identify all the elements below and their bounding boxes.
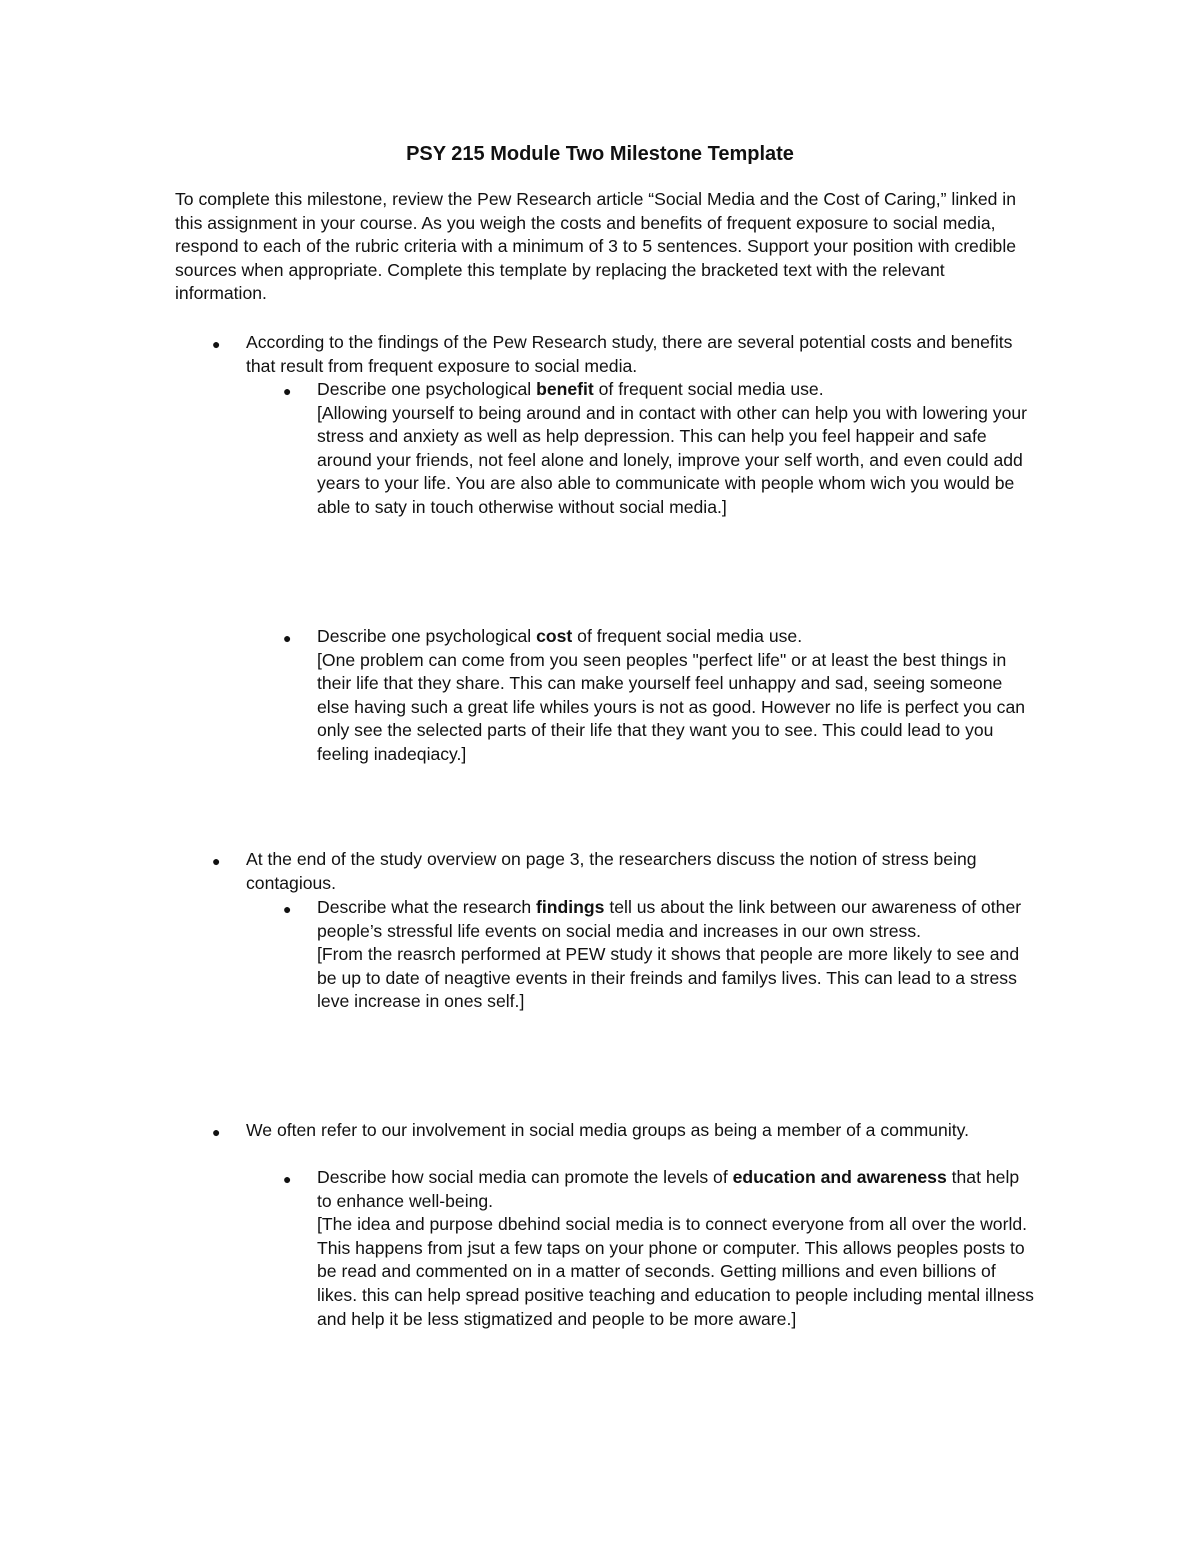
bullet-icon: ● [212,1124,221,1140]
page-title: PSY 215 Module Two Milestone Template [406,143,794,165]
bullet-icon: ● [212,336,221,352]
section3-education-prompt-post: that help to enhance well-being. [317,1167,1020,1211]
bullet-icon: ● [283,630,292,646]
section1-cost-prompt-bold: cost [536,626,573,646]
section3-education-prompt-bold: education and awareness [732,1167,947,1187]
section2-findings-item [317,896,1037,1014]
section1-cost-prompt-pre: Describe one psychological [317,626,537,646]
section1-cost-answer: [One problem can come from you seen peoples "perfect life" or at least the best things in their life that they share. This can make yourself feel unhappy and sad, seeing someone else having such a great life whiles yours is not as good. However no life is perfect you can only see the selected parts of their life that they want you to see. This could lead to you feeling inadeqiacy.] [317,649,1026,764]
bullet-icon: ● [283,1171,292,1187]
bullet-icon: ● [212,853,221,869]
intro-paragraph: To complete this milestone, review the Pew Research article “Social Media and the Cost of Caring,” linked in this assignment in your course. As you weigh the costs and benefits of frequent exposure to social media, respond to each of the rubric criteria with a minimum of 3 to 5 sentences. Support your position with credible sources when appropriate. Complete this template by replacing the bracketed text with the relevant information. [175,189,1017,304]
section2-findings-prompt-post: tell us about the link between our awareness of other people’s stressful life events on social media and increases in our own stress. [317,897,1022,941]
section1-benefit-prompt-bold: benefit [536,379,594,399]
section1-cost-item [317,625,1037,767]
bullet-icon: ● [283,383,292,399]
section1-cost-prompt-post: of frequent social media use. [572,626,803,646]
section3-prompt: We often refer to our involvement in social media groups as being a member of a community. [246,1120,969,1140]
section2-prompt: At the end of the study overview on page 3, the researchers discuss the notion of stress being contagious. [246,849,977,893]
section2-findings-prompt-bold: findings [536,897,605,917]
section1-prompt: According to the findings of the Pew Research study, there are several potential costs and benefits that result from frequent exposure to social media. [246,332,1013,376]
section3-education-prompt-pre: Describe how social media can promote the levels of [317,1167,733,1187]
section1-benefit-prompt-post: of frequent social media use. [593,379,824,399]
section1-benefit-answer: [Allowing yourself to being around and in contact with other can help you with lowering your stress and anxiety as well as help depression. This can help you feel happeir and safe around your friends, not feel alone and lonely, improve your self worth, and even could add years to your life. You are also able to communicate with people whom wich you would be able to saty in touch otherwise without social media.] [317,402,1028,517]
section3-education-item [317,1166,1037,1331]
section1-benefit-item [317,378,1037,520]
section1-benefit-prompt-pre: Describe one psychological [317,379,537,399]
bullet-icon: ● [283,901,292,917]
section3-education-answer: [The idea and purpose dbehind social media is to connect everyone from all over the world. This happens from jsut a few taps on your phone or computer. This allows peoples posts to be read and commented on in a matter of seconds. Getting millions and even billions of likes. this can help spread positive teaching and education to people including mental illness and help it be less stigmatized and people to be more aware.] [317,1214,1034,1329]
section2-findings-answer: [From the reasrch performed at PEW study it shows that people are more likely to see and be up to date of neagtive events in their freinds and familys lives. This can lead to a stress leve increase in ones self.] [317,944,1020,1012]
section2-findings-prompt-pre: Describe what the research [317,897,537,917]
